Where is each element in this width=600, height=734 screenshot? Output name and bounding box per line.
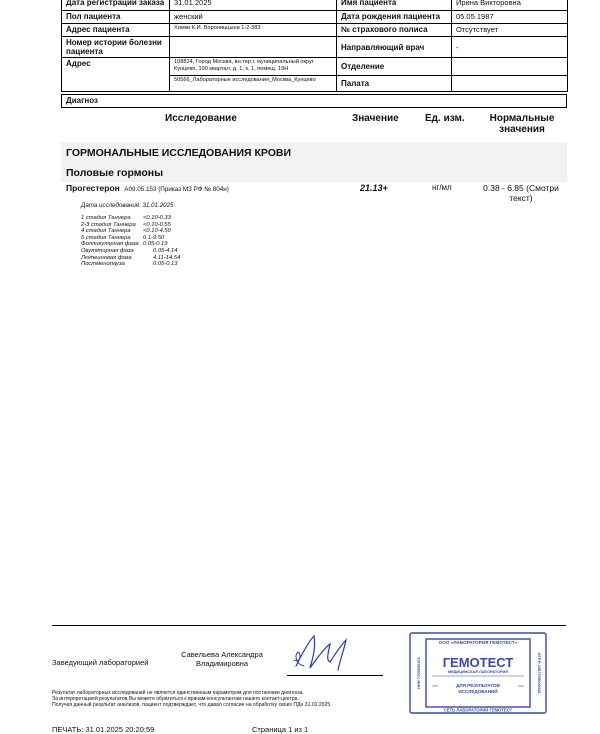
department-value <box>452 58 568 76</box>
reference-value: 0.05-0.13 <box>153 261 178 268</box>
policy-value: Отсутствует <box>452 24 568 37</box>
address-label: Адрес <box>62 58 170 92</box>
reference-value: <0.10-0.33 <box>143 215 171 221</box>
birth-date: 05.05.1987 <box>452 11 568 24</box>
policy-label: № страхового полиса <box>337 24 452 37</box>
ward-value <box>452 76 568 92</box>
department-label: Отделение <box>337 58 452 76</box>
subgroup-title: Половые гормоны <box>66 167 164 179</box>
reference-label: 5 стадия Таннера <box>81 234 131 241</box>
reference-label: 2-3 стадия Таннера <box>81 221 136 228</box>
header-study: Исследование <box>165 113 237 124</box>
patient-address-label: Адрес пациента <box>62 24 170 37</box>
stamp-bottom-text: СЕТЬ ЛАБОРАТОРИЙ ГЕМОТЕСТ <box>443 707 513 713</box>
doctor-value: - <box>452 37 568 58</box>
signature-line <box>287 675 383 676</box>
reference-label: Лютеиновая фаза <box>81 254 132 261</box>
ward-label: Палата <box>337 76 452 92</box>
org-value: 50566_Лабораторные исследования_Москва_Кунцево <box>170 76 337 92</box>
signature <box>290 630 360 676</box>
registration-date-label: Дата регистрации заказа <box>62 0 170 11</box>
signer-name: Савельева Александра Владимировна <box>181 650 263 668</box>
reference-label: Постменопауза <box>81 261 125 268</box>
patient-name: Ирина Викторовна <box>452 0 568 11</box>
footer-divider <box>52 625 566 626</box>
reference-label: Овуляторная фаза <box>81 247 134 254</box>
stamp-line1: ДЛЯ РЕЗУЛЬТАТОВ <box>456 683 500 688</box>
reference-label: 1 стадия Таннера <box>81 215 131 221</box>
reference-value: 0.05-0.19 <box>143 241 168 248</box>
stamp-sub: МЕДИЦИНСКАЯ ЛАБОРАТОРИЯ <box>448 670 508 674</box>
history-value <box>170 37 337 58</box>
group-title: ГОРМОНАЛЬНЫЕ ИССЛЕДОВАНИЯ КРОВИ <box>66 147 292 159</box>
test-row <box>66 183 229 193</box>
patient-address: Химки К.И. Ворониццына 1-2-383 <box>170 24 337 37</box>
disclaimer <box>52 690 402 708</box>
header-norm: Нормальные значения <box>489 113 555 135</box>
diagnosis-label: Диагноз <box>66 96 98 105</box>
test-name: Прогестерон <box>66 183 120 193</box>
disclaimer-line-3: Получая данный результат анализов, пациент подтверждает, что давал согласие на обработку своих ПДн 31.01.2025 <box>52 702 331 708</box>
test-unit: нг/мл <box>432 183 452 192</box>
reference-value: 4.11-14.54 <box>153 254 181 261</box>
study-date: Дата исследования: 31.01.2025: <box>81 202 176 209</box>
reference-label: Фолликулярная фаза <box>81 241 139 248</box>
signer-role: Заведующий лабораторией <box>52 658 149 667</box>
reference-label: 4 стадия Таннера <box>81 228 131 235</box>
reference-value: <0.10-0.55 <box>143 221 171 228</box>
stamp-top-text: ООО «ЛАБОРАТОРИЯ ГЕМОТЕСТ» <box>438 640 518 645</box>
test-norm: 0.38 - 6.85 (Смотри текст) <box>483 183 559 203</box>
diagnosis-box <box>61 94 567 108</box>
stamp-brand: ГЕМОТЕСТ <box>442 655 514 670</box>
patient-name-label: Имя пациента <box>337 0 452 11</box>
history-label: Номер истории болезни пациента <box>62 37 170 58</box>
print-info: ПЕЧАТЬ: 31.01.2025 20:20:59 <box>52 725 155 734</box>
disclaimer-line-1: Результат лабораторных исследований не является единственным параметром для постановки диагноза. <box>52 690 304 696</box>
stamp-ogrn: ОГРН 1087709005445 <box>537 652 542 694</box>
header-unit: Ед. изм. <box>425 113 465 124</box>
test-code: A09.05.153 (Приказ МЗ РФ № 804н) <box>124 186 229 193</box>
reference-value: 0.05-4.14 <box>153 247 178 254</box>
page-info: Страница 1 из 1 <box>252 725 309 734</box>
sex-value: женский <box>170 11 337 24</box>
address-value: 108824, Город Москва, вн.тер.г. муниципальный округ Кунцево, 100 квартал, д. 1, к. 1, помещ. 19Н <box>170 58 337 76</box>
stamp-inn: ИНН 7709930471 <box>416 656 421 690</box>
stamp-line2: ИССЛЕДОВАНИЙ <box>458 689 498 694</box>
patient-info-table <box>61 0 568 92</box>
test-value: 21.13+ <box>360 183 388 193</box>
header-value: Значение <box>352 113 399 124</box>
group-header <box>61 142 567 182</box>
disclaimer-line-2: За интерпретацией результатов Вы можете обратиться к врачам-консультантам нашего контакт-центра. <box>52 696 299 702</box>
doctor-label: Направляющий врач <box>337 37 452 58</box>
reference-value: <0.10-4.50 <box>143 228 171 235</box>
lab-stamp <box>408 631 548 715</box>
birth-date-label: Дата рождения пациента <box>337 11 452 24</box>
registration-date: 31.01.2025 <box>170 0 337 11</box>
sex-label: Пол пациента <box>62 11 170 24</box>
reference-value: 0.1-9.50 <box>143 234 165 241</box>
